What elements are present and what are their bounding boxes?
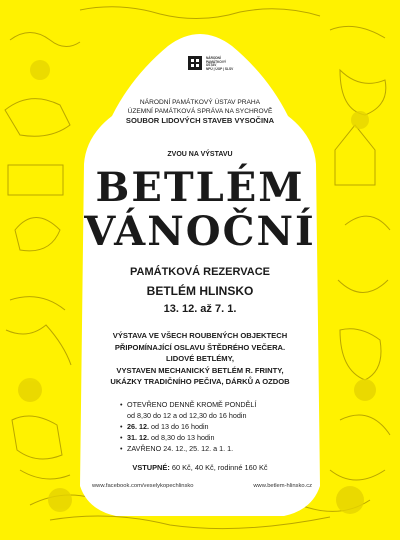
description-line-1: VÝSTAVA VE VŠECH ROUBENÝCH OBJEKTECH bbox=[112, 331, 288, 340]
hours-line-4 bbox=[120, 432, 320, 443]
facebook-link[interactable]: www.facebook.com/veselykopechlinsko bbox=[92, 483, 194, 489]
organizer-line-2: ÚZEMNÍ PAMÁTKOVÁ SPRÁVA NA SYCHROVĚ bbox=[127, 108, 273, 115]
venue-dates: 13. 12. až 7. 1. bbox=[163, 303, 237, 315]
hours-line-3-date: 26. 12. bbox=[127, 422, 149, 431]
bullet-icon: • bbox=[120, 400, 123, 409]
opening-hours bbox=[120, 399, 320, 454]
logo-text bbox=[206, 57, 238, 71]
logo-line-2: PAMÁTKOVÝ bbox=[206, 59, 227, 64]
poster-content bbox=[72, 16, 328, 524]
venue-line-2: BETLÉM HLINSKO bbox=[146, 284, 254, 298]
organizer-line-1: NÁRODNÍ PAMÁTKOVÝ ÚSTAV PRAHA bbox=[139, 99, 261, 106]
hours-line-2: od 8,30 do 12 a od 12,30 do 16 hodin bbox=[127, 411, 247, 420]
bullet-icon: • bbox=[120, 444, 123, 453]
hours-line-5-text: ZAVŘENO 24. 12., 25. 12. a 1. 1. bbox=[127, 444, 234, 453]
logo-line-3: ÚSTAV bbox=[206, 63, 217, 68]
bullet-icon: • bbox=[120, 422, 123, 431]
description-line-5: UKÁZKY TRADIČNÍHO PEČIVA, DÁRKŮ A OZDOB bbox=[110, 377, 290, 387]
entry-label: VSTUPNÉ: bbox=[132, 463, 170, 472]
description-block bbox=[72, 330, 328, 388]
venue-line-1: PAMÁTKOVÁ REZERVACE bbox=[130, 266, 270, 278]
content-panel bbox=[72, 16, 328, 524]
entry-fee bbox=[72, 463, 328, 472]
hours-line-4-text: od 8,30 do 13 hodin bbox=[148, 433, 215, 442]
logo-line-1: NÁRODNÍ bbox=[206, 56, 221, 60]
description-line-4: VYSTAVEN MECHANICKÝ BETLÉM R. FRINTY, bbox=[116, 365, 284, 375]
invite-text: ZVOU NA VÝSTAVU bbox=[167, 151, 233, 158]
description-line-3: LIDOVÉ BETLÉMY, bbox=[166, 354, 234, 364]
title-line-1: BETLÉM bbox=[95, 164, 305, 211]
hours-line-1-text: OTEVŘENO DENNĚ KROMĚ PONDĚLÍ bbox=[127, 400, 257, 409]
organizer-line-3: SOUBOR LIDOVÝCH STAVEB VYSOČINA bbox=[125, 116, 275, 125]
hours-line-4-date: 31. 12. bbox=[127, 433, 149, 442]
hours-line-3 bbox=[120, 421, 320, 432]
hours-line-1 bbox=[120, 399, 320, 410]
logo-subtitle: NPÚ | ÚOP | SLSV bbox=[206, 66, 234, 71]
bullet-icon: • bbox=[120, 433, 123, 442]
entry-text: 60 Kč, 40 Kč, rodinné 160 Kč bbox=[169, 463, 268, 472]
hours-line-5 bbox=[120, 443, 320, 454]
title-line-2: VÁNOČNÍ bbox=[84, 208, 316, 255]
hours-line-3-text: od 13 do 16 hodin bbox=[148, 422, 209, 431]
web-link[interactable]: www.betlem-hlinsko.cz bbox=[253, 483, 312, 489]
links-row bbox=[92, 483, 312, 489]
organizer-block bbox=[72, 98, 328, 125]
description-line-2: PŘIPOMÍNAJÍCÍ OSLAVU ŠTĚDRÉHO VEČERA. bbox=[114, 342, 286, 352]
